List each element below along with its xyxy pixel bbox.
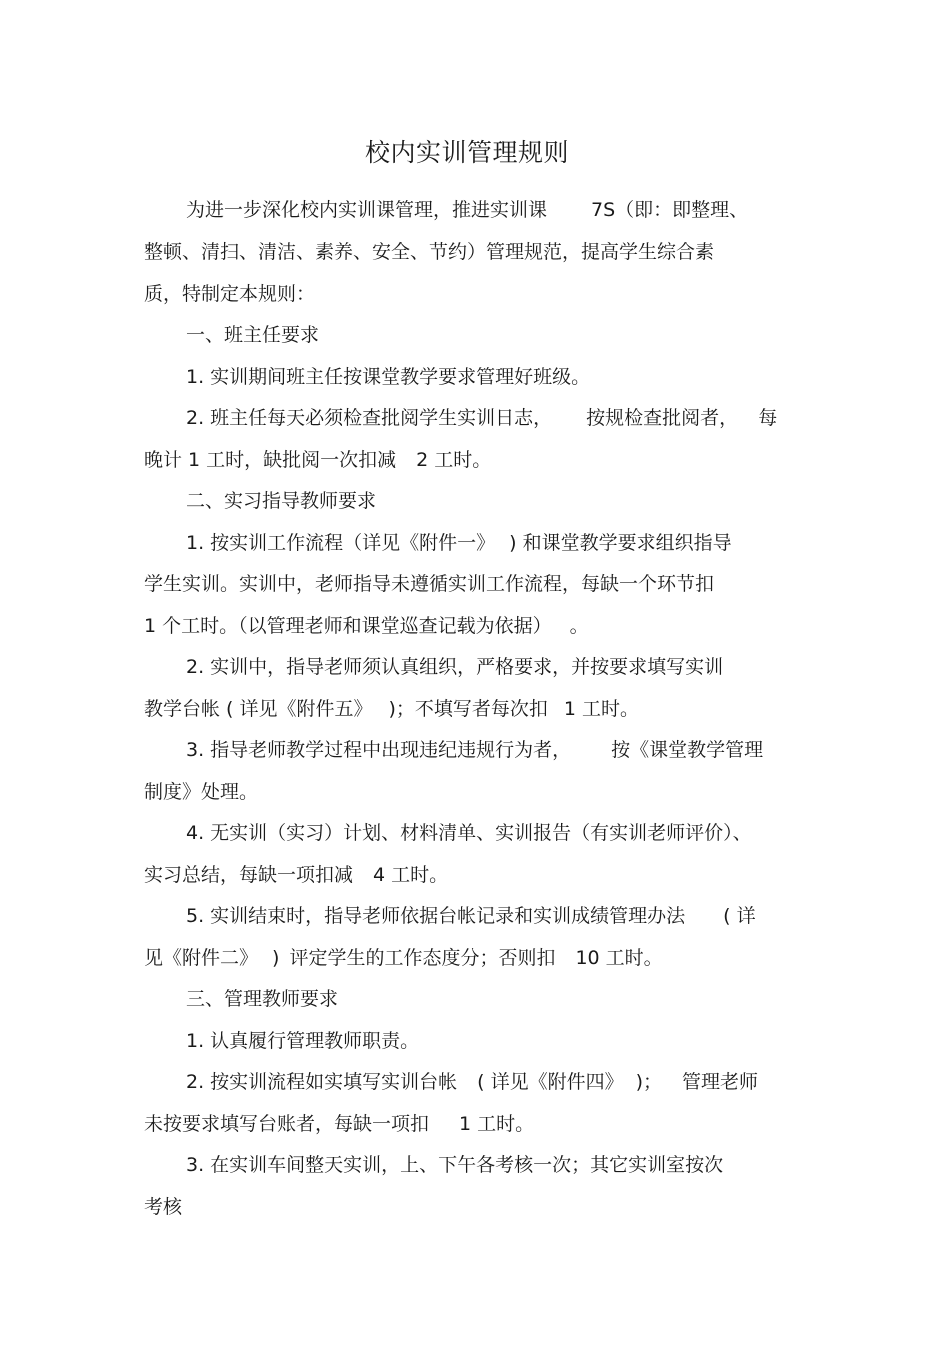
paragraph-line xyxy=(144,945,663,971)
text-segment: 制度》处理。 xyxy=(144,781,259,803)
text-segment: 2. 班主任每天必须检查批阅学生实训日志， xyxy=(186,407,553,429)
paragraph-line xyxy=(186,1152,723,1178)
text-segment: 2 工时。 xyxy=(416,449,492,471)
paragraph-line xyxy=(144,613,589,639)
text-segment: 4. 无实训（实习）计划、材料清单、实训报告（有实训老师评价）、 xyxy=(186,822,752,844)
text-segment: 7S（即：即整理、 xyxy=(591,199,749,221)
text-segment: )； xyxy=(635,1071,663,1093)
paragraph-line xyxy=(186,530,732,556)
text-segment: 学生实训。实训中，老师指导未遵循实训工作流程，每缺一个环节扣 xyxy=(144,573,715,595)
paragraph-line xyxy=(144,696,639,722)
paragraph-line xyxy=(144,571,714,597)
text-segment: 3. 在实训车间整天实训，上、下午各考核一次；其它实训室按次 xyxy=(186,1154,724,1176)
paragraph-line xyxy=(186,903,756,929)
text-segment: 10 工时。 xyxy=(575,947,663,969)
text-segment: 2. 实训中，指导老师须认真组织，严格要求，并按要求填写实训 xyxy=(186,656,724,678)
text-segment: 未按要求填写台账者，每缺一项扣 xyxy=(144,1113,430,1135)
paragraph-line xyxy=(186,654,723,680)
text-segment: ) xyxy=(272,947,280,969)
paragraph-line xyxy=(186,820,752,846)
text-segment: 4 工时。 xyxy=(373,864,449,886)
paragraph-line xyxy=(144,862,448,888)
paragraph-line xyxy=(144,1194,182,1220)
text-segment: 评定学生的工作态度分；否则扣 xyxy=(289,947,556,969)
text-segment: 二、实习指导教师要求 xyxy=(186,490,377,512)
text-segment: 按规检查批阅者， xyxy=(586,407,739,429)
paragraph-line xyxy=(186,737,763,763)
text-segment: ( 详见《附件四》 xyxy=(477,1071,624,1093)
text-segment: 三、管理教师要求 xyxy=(186,988,339,1010)
paragraph-line xyxy=(186,1028,419,1054)
text-segment: 按《课堂教学管理 xyxy=(611,739,764,761)
paragraph-line xyxy=(144,239,714,265)
paragraph-line xyxy=(186,1069,758,1095)
text-segment: ) 和课堂教学要求组织指导 xyxy=(509,532,732,554)
text-segment: 1. 实训期间班主任按课堂教学要求管理好班级。 xyxy=(186,366,591,388)
paragraph-line xyxy=(144,447,491,473)
document-title: 校内实训管理规则 xyxy=(364,138,569,167)
text-segment: 。 xyxy=(569,615,589,637)
text-segment: 实习总结，每缺一项扣减 xyxy=(144,864,354,886)
text-segment: 质，特制定本规则： xyxy=(144,283,316,305)
text-segment: 1 个工时。（以管理老师和课堂巡查记载为依据） xyxy=(144,615,552,637)
section-heading xyxy=(186,488,376,514)
text-segment: 教学台帐 ( 详见《附件五》 xyxy=(144,698,373,720)
text-segment: 为进一步深化校内实训课管理，推进实训课 xyxy=(186,199,548,221)
section-heading xyxy=(186,322,319,348)
text-segment: 一、班主任要求 xyxy=(186,324,320,346)
text-segment: 晚计 1 工时，缺批阅一次扣减 xyxy=(144,449,397,471)
text-segment: 整顿、清扫、清洁、素养、安全、节约）管理规范，提高学生综合素 xyxy=(144,241,715,263)
text-segment: 每 xyxy=(758,407,778,429)
text-segment: 1. 认真履行管理教师职责。 xyxy=(186,1030,420,1052)
text-segment: 管理老师 xyxy=(682,1071,759,1093)
text-segment: 1 工时。 xyxy=(563,698,640,720)
text-segment: )；不填写者每次扣 xyxy=(388,698,548,720)
text-segment: 考核 xyxy=(144,1196,183,1218)
text-segment: 3. 指导老师教学过程中出现违纪违规行为者， xyxy=(186,739,572,761)
section-heading xyxy=(186,986,338,1012)
text-segment: 1 工时。 xyxy=(459,1113,535,1135)
text-segment: 1. 按实训工作流程（详见《附件一》 xyxy=(186,532,496,554)
paragraph-line xyxy=(144,1111,534,1137)
paragraph-line xyxy=(144,281,315,307)
paragraph-line xyxy=(144,779,258,805)
text-segment: 2. 按实训流程如实填写实训台帐 xyxy=(186,1071,458,1093)
paragraph-line xyxy=(186,197,748,223)
text-segment: 5. 实训结束时，指导老师依据台帐记录和实训成绩管理办法 xyxy=(186,905,686,927)
text-segment: ( 详 xyxy=(723,905,756,927)
paragraph-line xyxy=(186,364,590,390)
text-segment: 见《附件二》 xyxy=(144,947,259,969)
paragraph-line xyxy=(186,405,777,431)
